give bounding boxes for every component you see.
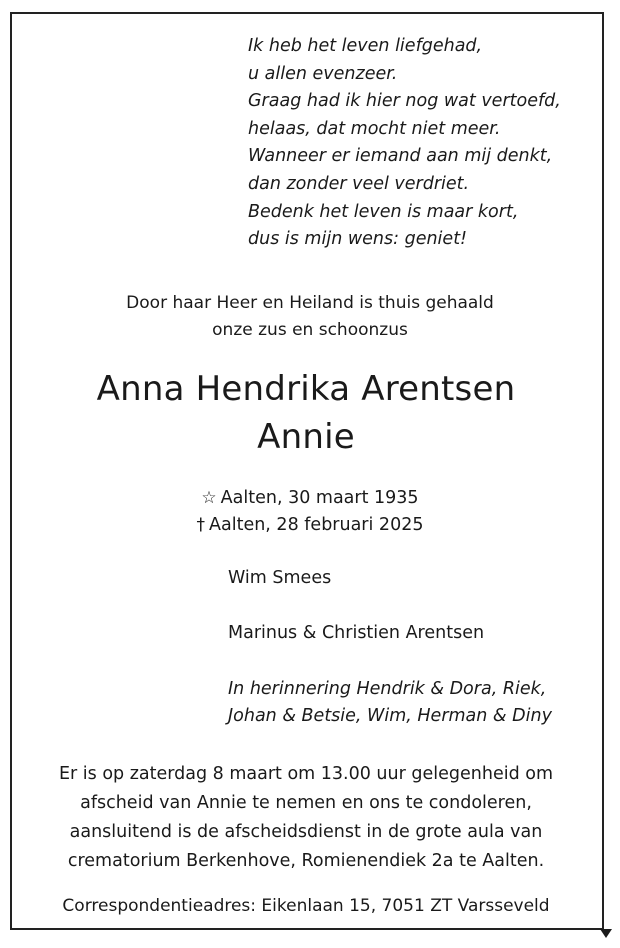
deceased-nickname: Annie <box>257 417 355 457</box>
poem-line: Bedenk het leven is maar kort, <box>248 201 519 222</box>
service-notice-line: crematorium Berkenhove, Romienendiek 2a te Aalten. <box>67 851 545 871</box>
poem-line: Ik heb het leven liefgehad, <box>248 36 483 56</box>
poem-line: dan zonder veel verdriet. <box>248 173 470 194</box>
service-notice-line: afscheid van Annie te nemen en ons te condoleren, <box>80 793 532 813</box>
intro-line: Door haar Heer en Heiland is thuis gehaald <box>126 293 494 313</box>
death-date: Aalten, 28 februari 2025 <box>209 515 424 535</box>
cross-icon: † <box>196 515 206 535</box>
in-memory-line: Johan & Betsie, Wim, Herman & Diny <box>228 706 552 726</box>
poem-line: Wanneer er iemand aan mij denkt, <box>248 146 553 167</box>
intro-line: onze zus en schoonzus <box>212 320 408 340</box>
family-member: Marinus & Christien Arentsen <box>228 623 485 643</box>
poem <box>248 33 561 254</box>
service-notice-line: Er is op zaterdag 8 maart om 13.00 uur gelegenheid om <box>58 764 553 784</box>
death-line <box>0 512 620 538</box>
deceased-full-name: Anna Hendrika Arentsen <box>96 369 516 409</box>
scroll-down-arrow-icon[interactable] <box>600 929 612 938</box>
poem-line: u allen evenzeer. <box>248 63 398 84</box>
in-memory-line: In herinnering Hendrik & Dora, Riek, <box>228 679 547 699</box>
correspondence-address: Correspondentieadres: Eikenlaan 15, 7051 ZT Varsseveld <box>62 896 550 916</box>
birth-date: Aalten, 30 maart 1935 <box>220 488 419 508</box>
poem-line: dus is mijn wens: geniet! <box>248 229 468 250</box>
service-notice-line: aansluitend is de afscheidsdienst in de grote aula van <box>69 822 543 842</box>
birth-line <box>0 485 620 511</box>
star-icon: ☆ <box>201 488 217 508</box>
poem-line: helaas, dat mocht niet meer. <box>248 118 501 139</box>
poem-line: Graag had ik hier nog wat vertoefd, <box>248 91 561 112</box>
family-member: Wim Smees <box>228 568 332 588</box>
